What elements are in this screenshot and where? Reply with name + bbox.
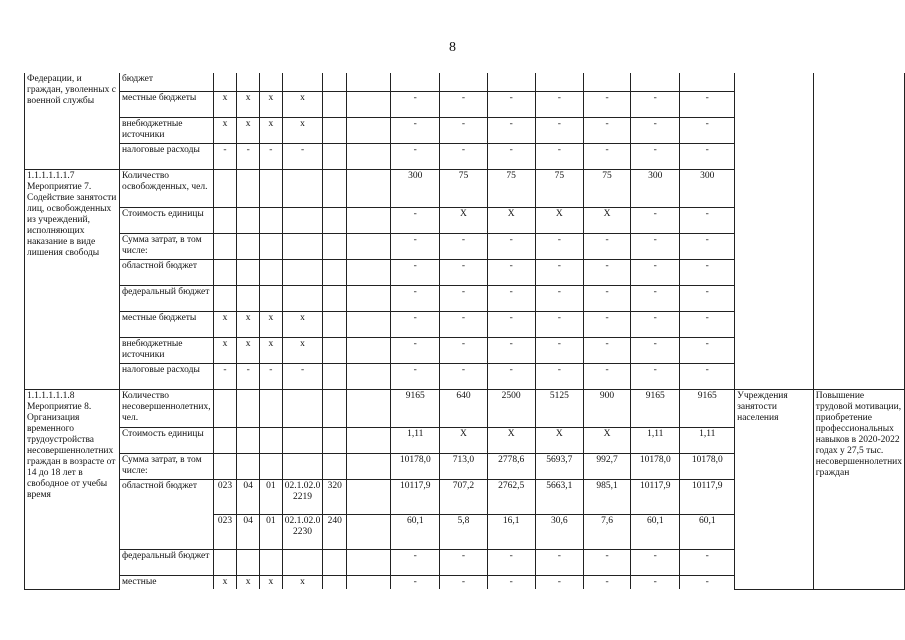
budget-code-cell (213, 285, 237, 311)
value-cell: Х (440, 427, 487, 453)
budget-code-cell (260, 207, 283, 233)
value-cell: 2778,6 (487, 453, 535, 479)
expense-code-cell (323, 117, 347, 143)
budget-code-cell (237, 207, 260, 233)
budget-code-cell: х (282, 91, 323, 117)
value-cell: - (631, 337, 680, 363)
value-cell: 9165 (680, 389, 735, 427)
budget-code-cell (260, 549, 283, 575)
indicator-label: Сумма затрат, в том числе: (119, 233, 213, 259)
budget-code-cell (213, 427, 237, 453)
indicator-label: областной бюджет (119, 259, 213, 285)
indicator-label: Количество несовершеннолетних, чел. (119, 389, 213, 427)
expense-code-cell (323, 207, 347, 233)
budget-code-cell (237, 427, 260, 453)
budget-code-cell: 01 (260, 514, 283, 549)
expense-code-cell (323, 453, 347, 479)
expense-code-cell (347, 479, 391, 514)
budget-code-cell: х (260, 575, 283, 589)
indicator-label: налоговые расходы (119, 143, 213, 169)
value-cell: 5125 (535, 389, 583, 427)
budget-code-cell (260, 233, 283, 259)
indicator-label: местные (119, 575, 213, 589)
budget-code-cell (237, 73, 260, 91)
value-cell: - (440, 117, 487, 143)
indicator-label: внебюджетные источники (119, 117, 213, 143)
activity-name-cell: 1.1.1.1.1.1.8 Мероприятие 8. Организация временного трудоустройства несовершеннолетних граждан в возрасте от 14 до 18 лет в свободное от учебы время (25, 389, 120, 589)
value-cell: 10117,9 (680, 479, 735, 514)
value-cell: 16,1 (487, 514, 535, 549)
value-cell: - (535, 363, 583, 389)
budget-code-cell (260, 453, 283, 479)
budget-code-cell (213, 549, 237, 575)
expense-code-cell (347, 233, 391, 259)
budget-code-cell: х (260, 91, 283, 117)
value-cell: - (391, 285, 440, 311)
value-cell: - (487, 575, 535, 589)
value-cell: 60,1 (680, 514, 735, 549)
value-cell: - (440, 285, 487, 311)
value-cell: - (631, 311, 680, 337)
expense-code-cell (323, 311, 347, 337)
value-cell: Х (440, 207, 487, 233)
budget-code-cell (213, 169, 237, 207)
value-cell: - (680, 233, 735, 259)
budget-code-cell (260, 169, 283, 207)
expense-code-cell (347, 575, 391, 589)
indicator-label: Количество освобожденных, чел. (119, 169, 213, 207)
budget-code-cell (282, 73, 323, 91)
expense-code-cell: 320 (323, 479, 347, 514)
value-cell: 985,1 (583, 479, 630, 514)
budget-code-cell (282, 549, 323, 575)
value-cell: - (391, 233, 440, 259)
value-cell: - (631, 233, 680, 259)
indicator-label: местные бюджеты (119, 91, 213, 117)
value-cell: 75 (487, 169, 535, 207)
value-cell: - (583, 575, 630, 589)
indicator-label: федеральный бюджет (119, 285, 213, 311)
indicator-label: областной бюджет (119, 479, 213, 549)
budget-code-cell (282, 389, 323, 427)
value-cell: - (583, 285, 630, 311)
budget-code-cell (237, 453, 260, 479)
value-cell: - (487, 91, 535, 117)
budget-code-cell (237, 233, 260, 259)
budget-code-cell: - (213, 143, 237, 169)
value-cell: - (487, 259, 535, 285)
budget-code-cell (213, 389, 237, 427)
value-cell: 5663,1 (535, 479, 583, 514)
value-cell: - (631, 117, 680, 143)
budget-code-cell: 04 (237, 479, 260, 514)
value-cell: - (535, 233, 583, 259)
value-cell (583, 73, 630, 91)
value-cell: - (680, 91, 735, 117)
value-cell: - (535, 91, 583, 117)
expense-code-cell (347, 117, 391, 143)
budget-code-cell: х (213, 91, 237, 117)
budget-code-cell (282, 207, 323, 233)
value-cell: - (631, 363, 680, 389)
budget-code-cell (260, 389, 283, 427)
value-cell: 10117,9 (391, 479, 440, 514)
value-cell: - (391, 363, 440, 389)
budget-code-cell: - (260, 143, 283, 169)
budget-code-cell (213, 233, 237, 259)
value-cell: - (440, 311, 487, 337)
expense-code-cell (323, 363, 347, 389)
activity-name-cell: 1.1.1.1.1.1.7 Мероприятие 7. Содействие занятости лиц, освобожденных из учреждений, исполняющих наказание в виде лишения свободы (25, 169, 120, 389)
value-cell: - (583, 143, 630, 169)
budget-code-cell (213, 73, 237, 91)
indicator-label: Стоимость единицы (119, 207, 213, 233)
budget-code-cell: х (260, 311, 283, 337)
expense-code-cell (323, 389, 347, 427)
budget-code-cell: х (282, 337, 323, 363)
value-cell: - (391, 117, 440, 143)
value-cell (391, 73, 440, 91)
expense-code-cell (323, 233, 347, 259)
value-cell: - (391, 575, 440, 589)
value-cell: - (680, 285, 735, 311)
value-cell: - (487, 363, 535, 389)
activity-name-cell: Федерации, и граждан, уволенных с военной службы (25, 73, 120, 169)
budget-code-cell: х (282, 575, 323, 589)
budget-code-cell: х (282, 117, 323, 143)
value-cell: - (680, 575, 735, 589)
value-cell: 10178,0 (631, 453, 680, 479)
result-cell (813, 73, 904, 389)
expense-code-cell (323, 169, 347, 207)
expense-code-cell (323, 549, 347, 575)
value-cell: - (391, 91, 440, 117)
value-cell: - (440, 337, 487, 363)
value-cell: - (440, 91, 487, 117)
value-cell: - (583, 363, 630, 389)
budget-code-cell (282, 427, 323, 453)
value-cell: - (583, 91, 630, 117)
budget-code-cell: - (282, 143, 323, 169)
value-cell: - (535, 259, 583, 285)
value-cell: 5693,7 (535, 453, 583, 479)
budget-code-cell (282, 233, 323, 259)
value-cell: 10178,0 (680, 453, 735, 479)
value-cell: 10178,0 (391, 453, 440, 479)
expense-code-cell (347, 389, 391, 427)
budget-code-cell: х (237, 91, 260, 117)
value-cell: Х (535, 207, 583, 233)
expense-code-cell (323, 427, 347, 453)
expense-code-cell (323, 575, 347, 589)
value-cell: - (391, 549, 440, 575)
expense-code-cell (323, 259, 347, 285)
budget-code-cell (260, 285, 283, 311)
expense-code-cell (347, 311, 391, 337)
value-cell: - (680, 311, 735, 337)
value-cell: 992,7 (583, 453, 630, 479)
value-cell: - (487, 233, 535, 259)
expense-code-cell (347, 337, 391, 363)
value-cell: 900 (583, 389, 630, 427)
value-cell: - (440, 363, 487, 389)
expense-code-cell (347, 514, 391, 549)
value-cell: 1,11 (680, 427, 735, 453)
value-cell: 60,1 (391, 514, 440, 549)
budget-code-cell (260, 427, 283, 453)
table-body (25, 73, 905, 589)
table-row (25, 73, 905, 91)
value-cell (487, 73, 535, 91)
result-cell: Повышение трудовой мотивации, приобретение профессиональных навыков в 2020-2022 годах у 27,5 тыс. несовершеннолетних граждан (813, 389, 904, 589)
expense-code-cell (347, 207, 391, 233)
budget-code-cell: 023 (213, 514, 237, 549)
value-cell: 7,6 (583, 514, 630, 549)
value-cell: 1,11 (391, 427, 440, 453)
expense-code-cell (323, 91, 347, 117)
expense-code-cell (347, 453, 391, 479)
budget-code-cell: х (237, 311, 260, 337)
budget-code-cell (213, 453, 237, 479)
budget-code-cell (282, 259, 323, 285)
value-cell: - (391, 207, 440, 233)
value-cell: 300 (391, 169, 440, 207)
indicator-label: Сумма затрат, в том числе: (119, 453, 213, 479)
value-cell: - (440, 259, 487, 285)
value-cell: Х (535, 427, 583, 453)
value-cell: Х (487, 207, 535, 233)
value-cell: - (631, 549, 680, 575)
value-cell: 75 (535, 169, 583, 207)
value-cell: - (583, 117, 630, 143)
budget-code-cell (260, 73, 283, 91)
value-cell: 707,2 (440, 479, 487, 514)
budget-code-cell: х (213, 575, 237, 589)
expense-code-cell (347, 259, 391, 285)
value-cell (535, 73, 583, 91)
expense-code-cell (323, 143, 347, 169)
value-cell (680, 73, 735, 91)
expense-code-cell (323, 73, 347, 91)
expense-code-cell (347, 549, 391, 575)
budget-code-cell: х (213, 337, 237, 363)
value-cell: - (391, 311, 440, 337)
value-cell: 640 (440, 389, 487, 427)
budget-code-cell: х (237, 117, 260, 143)
budget-code-cell (213, 207, 237, 233)
value-cell: 75 (583, 169, 630, 207)
budget-code-cell: х (282, 311, 323, 337)
value-cell: - (440, 575, 487, 589)
value-cell: - (535, 549, 583, 575)
budget-code-cell (282, 169, 323, 207)
budget-code-cell: - (237, 143, 260, 169)
value-cell: - (631, 207, 680, 233)
budget-code-cell: - (282, 363, 323, 389)
value-cell: 2762,5 (487, 479, 535, 514)
budget-code-cell (213, 259, 237, 285)
budget-code-cell: - (213, 363, 237, 389)
value-cell: 1,11 (631, 427, 680, 453)
value-cell: - (583, 233, 630, 259)
budget-code-cell: 01 (260, 479, 283, 514)
budget-code-cell (260, 259, 283, 285)
value-cell: - (535, 143, 583, 169)
value-cell: - (487, 311, 535, 337)
value-cell: - (535, 575, 583, 589)
value-cell: - (680, 363, 735, 389)
value-cell: 2500 (487, 389, 535, 427)
value-cell: - (391, 337, 440, 363)
value-cell: - (680, 337, 735, 363)
budget-code-cell: 02.1.02.0 2219 (282, 479, 323, 514)
expense-code-cell (347, 427, 391, 453)
value-cell: 10117,9 (631, 479, 680, 514)
expense-code-cell (347, 73, 391, 91)
budget-code-cell (237, 285, 260, 311)
indicator-label: налоговые расходы (119, 363, 213, 389)
value-cell: - (391, 259, 440, 285)
indicator-label: федеральный бюджет (119, 549, 213, 575)
value-cell: Х (583, 427, 630, 453)
budget-code-cell (237, 389, 260, 427)
value-cell: - (680, 143, 735, 169)
budget-code-cell: х (260, 337, 283, 363)
executor-cell (735, 73, 814, 389)
value-cell: 9165 (631, 389, 680, 427)
budget-code-cell: х (237, 575, 260, 589)
value-cell: - (440, 143, 487, 169)
value-cell: - (535, 117, 583, 143)
expense-code-cell (347, 143, 391, 169)
value-cell: - (680, 117, 735, 143)
program-table (24, 73, 905, 590)
value-cell: 75 (440, 169, 487, 207)
budget-code-cell: х (213, 117, 237, 143)
value-cell: Х (583, 207, 630, 233)
value-cell: - (487, 285, 535, 311)
page-number: 8 (449, 40, 456, 55)
value-cell: 300 (631, 169, 680, 207)
budget-code-cell: х (260, 117, 283, 143)
value-cell: - (680, 259, 735, 285)
budget-code-cell: 04 (237, 514, 260, 549)
value-cell: - (583, 259, 630, 285)
value-cell (440, 73, 487, 91)
value-cell: 5,8 (440, 514, 487, 549)
table-row (25, 389, 905, 427)
budget-code-cell: х (237, 337, 260, 363)
budget-code-cell (237, 259, 260, 285)
value-cell: - (535, 285, 583, 311)
value-cell: 60,1 (631, 514, 680, 549)
value-cell: - (535, 337, 583, 363)
budget-code-cell (282, 453, 323, 479)
expense-code-cell: 240 (323, 514, 347, 549)
value-cell: - (391, 143, 440, 169)
value-cell: - (583, 549, 630, 575)
indicator-label: бюджет (119, 73, 213, 91)
value-cell: - (487, 337, 535, 363)
value-cell: - (440, 233, 487, 259)
value-cell: - (487, 117, 535, 143)
expense-code-cell (347, 285, 391, 311)
indicator-label: внебюджетные источники (119, 337, 213, 363)
expense-code-cell (323, 285, 347, 311)
budget-code-cell (282, 285, 323, 311)
value-cell: - (583, 311, 630, 337)
expense-code-cell (347, 91, 391, 117)
executor-cell: Учреждения занятости населения (735, 389, 814, 589)
value-cell: 713,0 (440, 453, 487, 479)
value-cell: - (631, 285, 680, 311)
value-cell: 300 (680, 169, 735, 207)
value-cell (631, 73, 680, 91)
indicator-label: Стоимость единицы (119, 427, 213, 453)
value-cell: - (631, 91, 680, 117)
value-cell: - (535, 311, 583, 337)
indicator-label: местные бюджеты (119, 311, 213, 337)
budget-code-cell (237, 549, 260, 575)
budget-code-cell: 023 (213, 479, 237, 514)
expense-code-cell (347, 363, 391, 389)
value-cell: - (680, 549, 735, 575)
value-cell: - (487, 143, 535, 169)
value-cell: 30,6 (535, 514, 583, 549)
expense-code-cell (347, 169, 391, 207)
value-cell: - (440, 549, 487, 575)
expense-code-cell (323, 337, 347, 363)
budget-code-cell (237, 169, 260, 207)
value-cell: - (680, 207, 735, 233)
value-cell: - (631, 143, 680, 169)
value-cell: Х (487, 427, 535, 453)
budget-code-cell: - (237, 363, 260, 389)
budget-code-cell: х (213, 311, 237, 337)
value-cell: - (631, 259, 680, 285)
value-cell: - (583, 337, 630, 363)
value-cell: - (487, 549, 535, 575)
value-cell: 9165 (391, 389, 440, 427)
budget-code-cell: 02.1.02.0 2230 (282, 514, 323, 549)
budget-code-cell: - (260, 363, 283, 389)
value-cell: - (631, 575, 680, 589)
